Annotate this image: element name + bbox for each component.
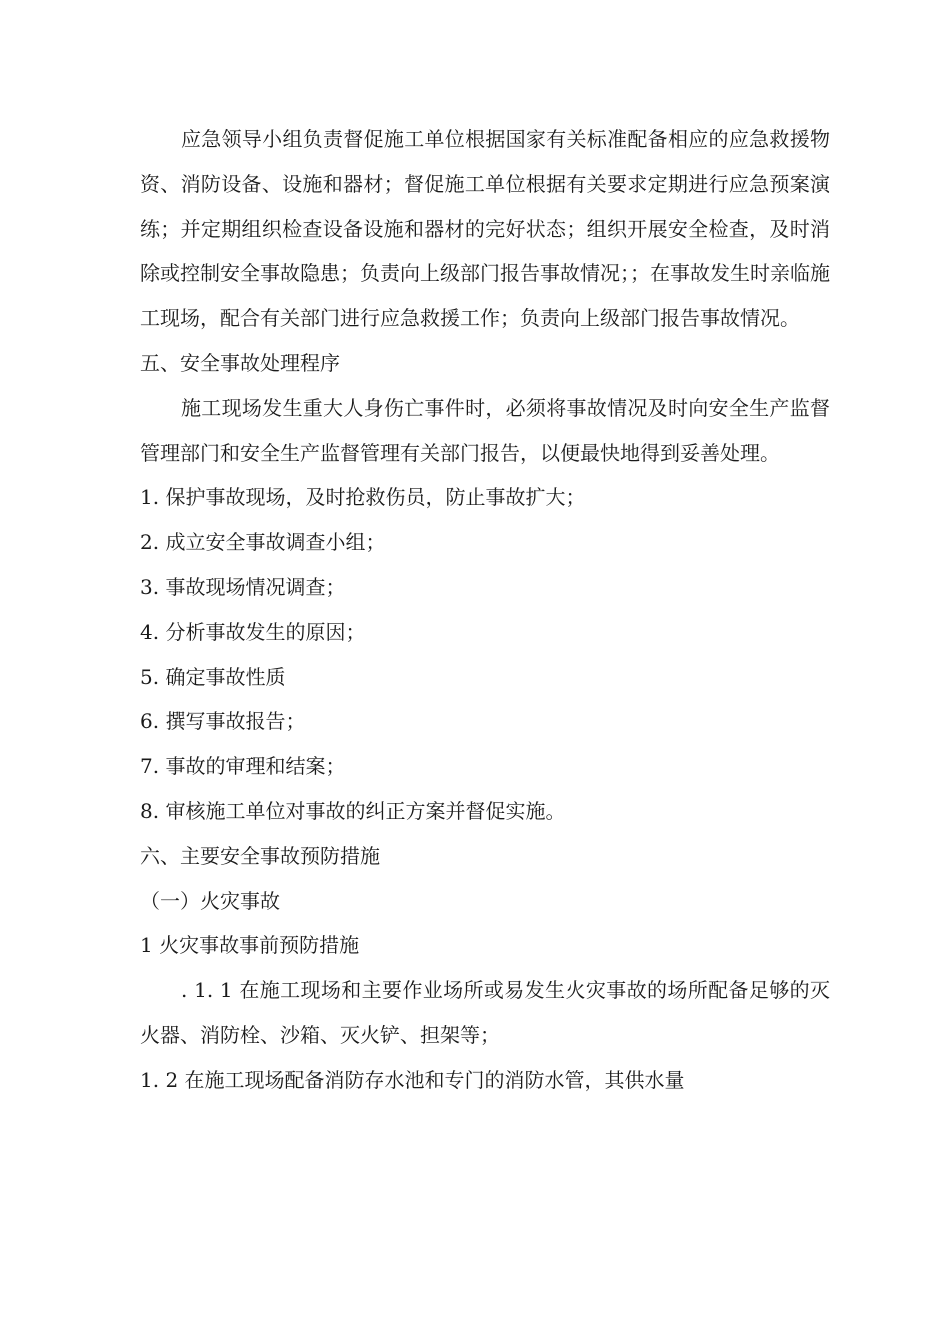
step-item-2: 2. 成立安全事故调查小组；: [140, 530, 386, 555]
subsection-heading-fire: （一）火灾事故: [140, 888, 280, 913]
paragraph-fire-water: 1. 2 在施工现场配备消防存水池和专门的消防水管，其供水量: [140, 1067, 685, 1092]
paragraph-fire-equipment: . 1. 1 在施工现场和主要作业场所或易发生火灾事故的场所配备足够的灭火器、消防栓、沙箱、灭火铲、担架等；: [140, 978, 830, 1047]
document-body: [140, 117, 830, 1103]
step-item-6: 6. 撰写事故报告；: [140, 709, 306, 734]
step-item-5: 5. 确定事故性质: [140, 664, 286, 689]
step-item-8: 8. 审核施工单位对事故的纠正方案并督促实施。: [140, 798, 566, 823]
step-item-1: 1. 保护事故现场，及时抢救伤员，防止事故扩大；: [140, 485, 586, 510]
step-item-3: 3. 事故现场情况调查；: [140, 574, 346, 599]
paragraph-emergency-group: 应急领导小组负责督促施工单位根据国家有关标准配备相应的应急救援物资、消防设备、设施和器材；督促施工单位根据有关要求定期进行应急预案演练；并定期组织检查设备设施和器材的完好状态；组织开展安全检查，及时消除或控制安全事故隐患；负责向上级部门报告事故情况；；在事故发生时亲临施工现场，配合有关部门进行应急救援工作；负责向上级部门报告事故情况。: [140, 127, 830, 331]
section-heading-5: 五、安全事故处理程序: [140, 350, 340, 375]
step-item-7: 7. 事故的审理和结案；: [140, 754, 346, 779]
item-heading-fire-prevention: 1 火灾事故事前预防措施: [140, 933, 360, 958]
paragraph-report-procedure: 施工现场发生重大人身伤亡事件时，必须将事故情况及时向安全生产监督管理部门和安全生产监督管理有关部门报告，以便最快地得到妥善处理。: [140, 395, 830, 465]
section-heading-6: 六、主要安全事故预防措施: [140, 843, 380, 868]
step-item-4: 4. 分析事故发生的原因；: [140, 619, 366, 644]
